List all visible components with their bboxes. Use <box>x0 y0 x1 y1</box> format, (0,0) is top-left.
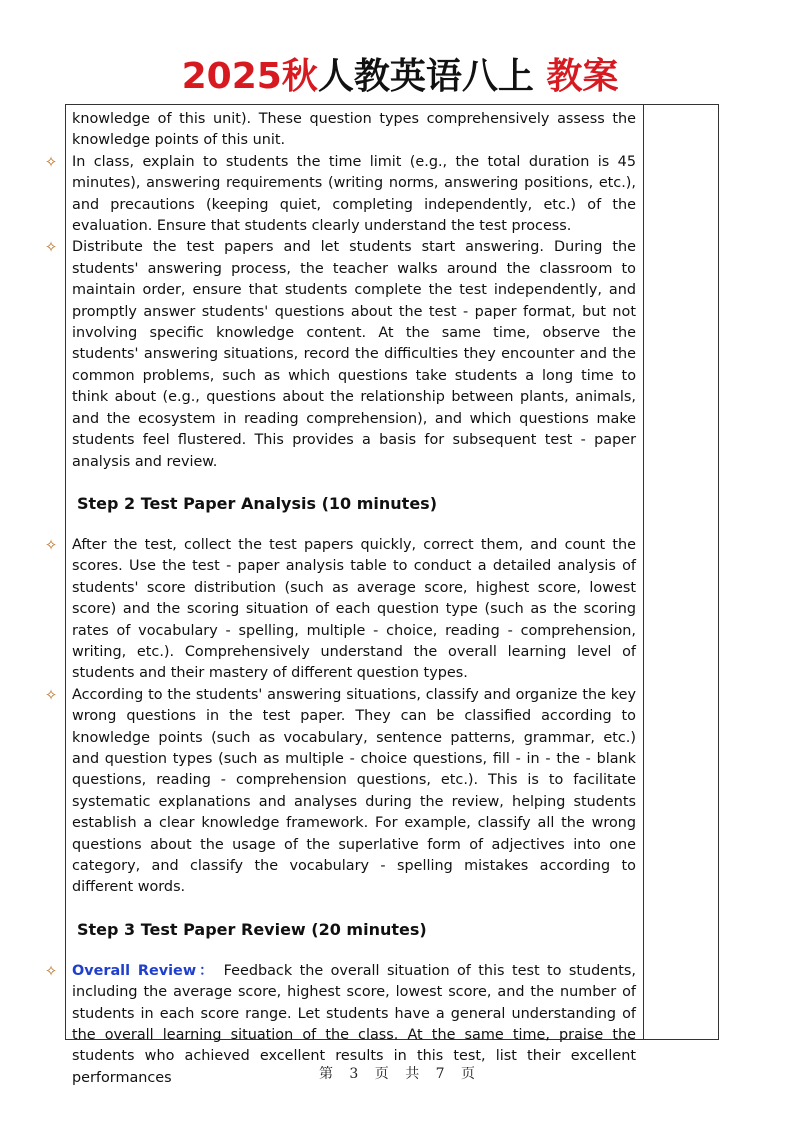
title-subject: 人教英语八上 <box>317 56 534 97</box>
bullet-paragraph-classify <box>44 685 636 899</box>
title-season: 秋 <box>281 56 318 97</box>
bullet-paragraph-instructions <box>44 152 636 238</box>
table-column-divider <box>643 105 644 1039</box>
diamond-star-icon: ✧ <box>44 535 58 554</box>
diamond-star-icon: ✧ <box>44 961 58 980</box>
document-title <box>0 52 800 102</box>
step-2-heading: Step 2 Test Paper Analysis (10 minutes) <box>77 493 437 513</box>
diamond-star-icon: ✧ <box>44 152 58 171</box>
diamond-star-icon: ✧ <box>44 685 58 704</box>
content-cell <box>44 109 636 1089</box>
title-year: 2025 <box>181 56 282 97</box>
bullet-paragraph-distribute <box>44 237 636 472</box>
overall-review-label: Overall Review： <box>72 962 217 979</box>
paragraph-text: Feedback the overall situation of this test to students, including the average score, highest score, lowest score, and the number of students in each score range. Let students have a general understanding of the overall learning situation of the class. At the same time, praise the students who achieved excellent results in this test, list their excellent performances <box>72 962 636 1086</box>
paragraph-text: According to the students' answering situations, classify and organize the key wrong questions in the test paper. They can be classified according to knowledge points (such as vocabulary, sentence patterns, grammar, etc.) and question types (such as multiple - choice questions, fill - in - the - blank questions, reading - comprehension questions, etc.). This is to facilitate systematic explanations and analyses during the review, helping students establish a clear knowledge framework. For example, classify all the wrong questions about the usage of the superlative form of adjectives into one category, and classify the vocabulary - spelling mistakes according to different words. <box>72 686 636 896</box>
paragraph-text: In class, explain to students the time limit (e.g., the total duration is 45 minutes), answering requirements (writing norms, answering positions, etc.), and precautions (keeping quiet, completing independently, etc.) of the evaluation. Ensure that students clearly understand the test process. <box>72 153 636 235</box>
paragraph-text: After the test, collect the test papers quickly, correct them, and count the scores. Use the test - paper analysis table to conduct a detailed analysis of students' score distribution (such as average score, highest score, lowest score) and the scoring situation of each question type (such as the scoring rates of vocabulary - spelling, multiple - choice, reading - comprehension, writing, etc.). Comprehensively understand the overall learning level of students and their mastery of different question types. <box>72 536 636 682</box>
diamond-star-icon: ✧ <box>44 238 58 257</box>
page-number-footer: 第 3 页 共 7 页 <box>318 1066 482 1082</box>
paragraph-continuation: knowledge of this unit). These question types comprehensively assess the knowledge points of this unit. <box>72 111 636 149</box>
bullet-paragraph-collect <box>44 535 636 685</box>
step-3-heading: Step 3 Test Paper Review (20 minutes) <box>77 919 427 939</box>
paragraph-text: Distribute the test papers and let students start answering. During the students' answering process, the teacher walks around the classroom to maintain order, ensure that students complete the test independently, and promptly answer students' questions about the test - paper format, but not involving specific knowledge content. At the same time, observe the students' answering situations, record the difficulties they encounter and the common problems, such as which questions take students a long time to think about (e.g., questions about the relationship between plants, animals, and the ecosystem in reading comprehension), and which questions make students feel flustered. This provides a basis for subsequent test - paper analysis and review. <box>72 239 636 470</box>
title-doc-type: 教案 <box>546 56 619 97</box>
